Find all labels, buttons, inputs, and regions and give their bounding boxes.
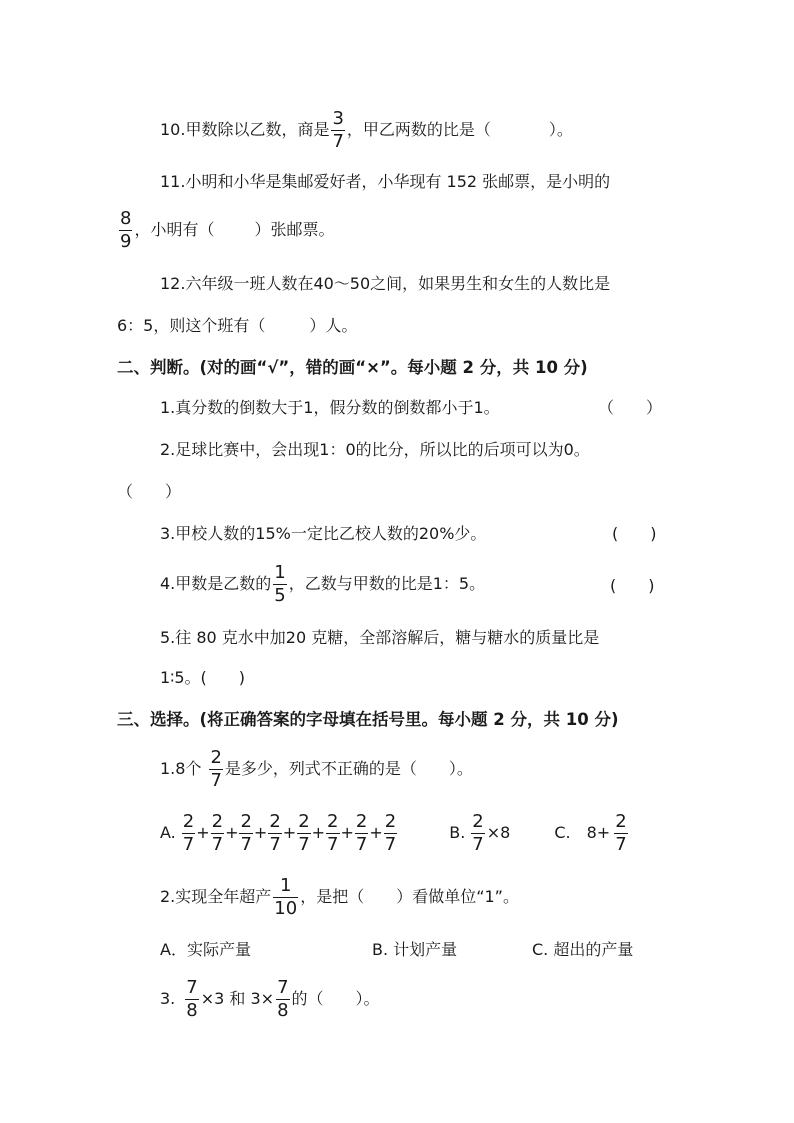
fraction-1-10: 1 10 <box>274 874 298 919</box>
question-10-tail: ，甲乙两数的比是（ <box>346 120 491 139</box>
choice-2-option-c[interactable]: C. 超出的产量 <box>532 940 634 959</box>
fraction-1-5: 1 5 <box>274 561 286 606</box>
judge-question-1: 1.真分数的倒数大于1，假分数的倒数都小于1。 <box>160 398 500 417</box>
fraction-2-7: $\frac{2}{7}$ <box>615 810 627 855</box>
question-10-text: 10.甲数除以乙数，商是 <box>160 120 330 139</box>
plus-sign: + <box>282 823 297 842</box>
judge-question-3: 3.甲校人数的15%一定比乙校人数的20%少。 <box>160 524 487 543</box>
question-11-text: ，小明有（ <box>134 220 215 239</box>
judge-answer-paren-1[interactable]: （ ） <box>598 398 663 417</box>
fraction-7-8: $\frac{7}{8}$ <box>277 976 289 1021</box>
question-11-close: ）张邮票。 <box>254 220 335 239</box>
choice-1-options: A. 2 7 + $\frac{2}{7}$ + $\frac{2}{7}$ + $\frac{2}{7}$ + $\frac{2}{7}$ + $\frac{2}{7}$ + $\frac{2}{7}$ + $\frac{2}{7}$ B. $\frac{2}{7}$ ×8 C. 8+ $\frac{2}{7}$ <box>160 810 627 855</box>
option-b-label: B. <box>449 823 466 842</box>
choice-2-option-a[interactable]: A．实际产量 <box>160 940 251 959</box>
judge-answer-paren-2[interactable]: （ ） <box>117 482 182 501</box>
section-3-title: 三、选择。(将正确答案的字母填在括号里。每小题 2 分，共 10 分) <box>117 709 619 729</box>
choice-question-1: 1.8个 2 7 是多少，列式不正确的是（ ）。 <box>160 746 473 791</box>
fraction-7-8: $\frac{7}{8}$ <box>186 976 198 1021</box>
judge-question-2: 2.足球比赛中，会出现1：0的比分，所以比的后项可以为0。 <box>160 440 590 459</box>
question-11-line2 <box>117 208 334 252</box>
fraction-2-7: $\frac{2}{7}$ <box>298 810 310 855</box>
fraction-2-7: 2 7 <box>210 746 222 791</box>
plus-sign: + <box>253 823 268 842</box>
judge-question-4: 4.甲数是乙数的 1 5 ，乙数与甲数的比是1：5。 <box>160 561 486 606</box>
judge-question-5-line2: 1∶5。( ) <box>160 668 246 687</box>
question-12-line1: 12.六年级一班人数在40～50之间，如果男生和女生的人数比是 <box>160 274 611 293</box>
judge-question-5-line1: 5.往 80 克水中加20 克糖，全部溶解后，糖与糖水的质量比是 <box>160 628 600 647</box>
fraction-2-7: $\frac{2}{7}$ <box>327 810 339 855</box>
fraction-8-9: 8 9 <box>120 207 132 252</box>
option-c-label: C. <box>554 823 571 842</box>
fraction-3-7: 3 7 <box>332 107 344 152</box>
fraction-2-7: 2 7 <box>182 810 195 855</box>
fraction-2-7: $\frac{2}{7}$ <box>384 810 397 855</box>
plus-sign: + <box>311 823 326 842</box>
fraction-2-7: $\frac{2}{7}$ <box>355 810 368 855</box>
choice-2-option-b[interactable]: B. 计划产量 <box>372 940 458 959</box>
option-a-expression[interactable] <box>182 810 397 855</box>
fraction-2-7: $\frac{2}{7}$ <box>269 810 281 855</box>
choice-question-2: 2.实现全年超产 1 10 ，是把（ ）看做单位“1”。 <box>160 874 519 919</box>
question-11-line1: 11.小明和小华是集邮爱好者，小华现有 152 张邮票，是小明的 <box>160 172 611 191</box>
judge-answer-paren-4[interactable]: ( ) <box>610 576 655 595</box>
option-a-label: A. <box>160 823 176 842</box>
question-10-close: ）。 <box>548 120 573 139</box>
plus-sign: + <box>369 823 383 842</box>
plus-sign: + <box>196 823 210 842</box>
plus-sign: + <box>225 823 239 842</box>
judge-answer-paren-3[interactable]: ( ) <box>612 524 657 543</box>
fraction-2-7: $\frac{2}{7}$ <box>240 810 252 855</box>
question-10 <box>160 107 573 152</box>
choice-question-3: 3. $\frac{7}{8}$ ×3 和 3× $\frac{7}{8}$ 的（ ）。 <box>160 976 380 1021</box>
fraction-2-7: $\frac{2}{7}$ <box>211 810 224 855</box>
plus-sign: + <box>340 823 354 842</box>
question-12-line2: 6：5，则这个班有（ ）人。 <box>117 316 358 335</box>
section-2-title: 二、判断。(对的画“√”，错的画“×”。每小题 2 分，共 10 分) <box>117 357 588 377</box>
fraction-2-7: $\frac{2}{7}$ <box>472 810 484 855</box>
